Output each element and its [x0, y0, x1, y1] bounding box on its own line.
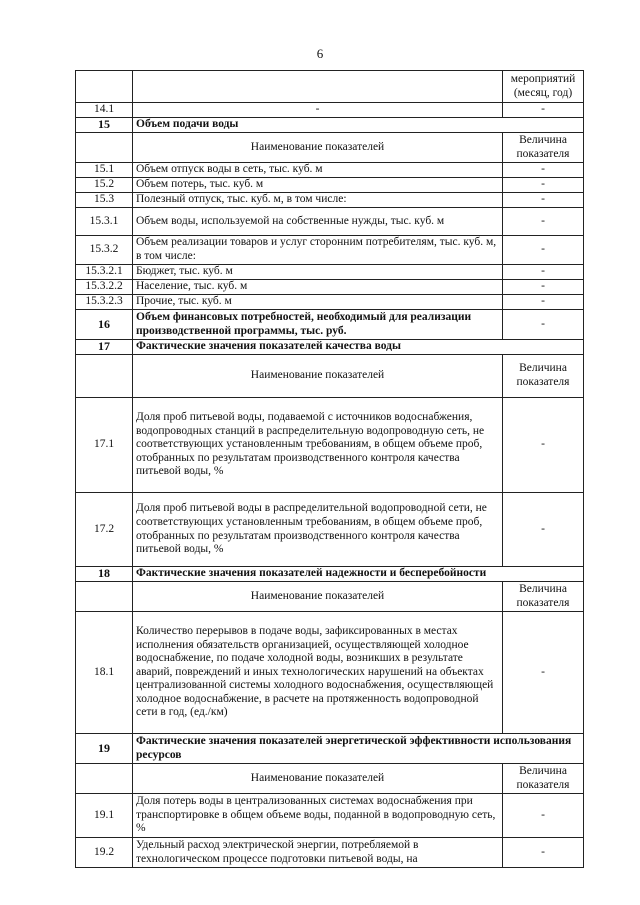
row-text: Бюджет, тыс. куб. м	[133, 265, 503, 280]
row-value: -	[503, 295, 584, 310]
section-title: Фактические значения показателей энергетической эффективности использования ресурсов	[133, 734, 584, 764]
row-number: 15.3.2.1	[76, 265, 133, 280]
empty-cell	[76, 133, 133, 163]
row-value: -	[503, 310, 584, 340]
section-title: Фактические значения показателей качества воды	[133, 340, 584, 355]
table-row	[76, 310, 584, 340]
row-text: Объем реализации товаров и услуг сторонним потребителям, тыс. куб. м, в том числе:	[133, 236, 503, 265]
table-row	[76, 567, 584, 582]
row-value: -	[503, 178, 584, 193]
row-text: Объем воды, используемой на собственные нужды, тыс. куб. м	[133, 208, 503, 236]
column-header-name: Наименование показателей	[133, 764, 503, 794]
row-number: 17.2	[76, 493, 133, 567]
table-row	[76, 612, 584, 734]
row-number: 19.1	[76, 794, 133, 838]
table-row	[76, 734, 584, 764]
row-number: 15.3.1	[76, 208, 133, 236]
table-row	[76, 493, 584, 567]
table-row	[76, 133, 584, 163]
row-number: 14.1	[76, 103, 133, 118]
table-row	[76, 582, 584, 612]
table-row	[76, 236, 584, 265]
table-row	[76, 295, 584, 310]
row-value: -	[503, 208, 584, 236]
section-number: 18	[76, 567, 133, 582]
row-number: 19.2	[76, 838, 133, 868]
row-value: -	[503, 265, 584, 280]
row-text	[133, 71, 503, 103]
column-header-name: Наименование показателей	[133, 355, 503, 398]
row-text: Доля проб питьевой воды, подаваемой с источников водоснабжения, водопроводных станций в распределительную водопроводную сеть, не соответствующих установленным требованиям, в общем объеме проб, отобранных по результатам производственного контроля качества питьевой воды, %	[133, 398, 503, 493]
column-header-value: Величина показателя	[503, 133, 584, 163]
column-header-value: Величина показателя	[503, 764, 584, 794]
table-row	[76, 280, 584, 295]
row-value: -	[503, 493, 584, 567]
table-row	[76, 764, 584, 794]
table-row	[76, 103, 584, 118]
table-row	[76, 71, 584, 103]
row-value: -	[503, 163, 584, 178]
row-value: -	[503, 838, 584, 868]
row-text: -	[133, 103, 503, 118]
row-text: Полезный отпуск, тыс. куб. м, в том числе:	[133, 193, 503, 208]
table-row	[76, 398, 584, 493]
table-row	[76, 118, 584, 133]
empty-cell	[76, 582, 133, 612]
section-number: 15	[76, 118, 133, 133]
row-number: 15.1	[76, 163, 133, 178]
table-row	[76, 193, 584, 208]
section-title: Объем подачи воды	[133, 118, 584, 133]
section-number: 19	[76, 734, 133, 764]
row-number	[76, 71, 133, 103]
page-number: 6	[316, 46, 324, 61]
row-number: 18.1	[76, 612, 133, 734]
row-text: Доля проб питьевой воды в распределительной водопроводной сети, не соответствующих установленным требованиям, в общем объеме проб, отобранных по результатам производственного контроля качества питьевой воды, %	[133, 493, 503, 567]
table-row	[76, 265, 584, 280]
top-value-header: мероприятий (месяц, год)	[503, 71, 584, 103]
row-text: Объем потерь, тыс. куб. м	[133, 178, 503, 193]
table-row	[76, 355, 584, 398]
row-text: Объем отпуск воды в сеть, тыс. куб. м	[133, 163, 503, 178]
row-value: -	[503, 103, 584, 118]
indicators-table	[75, 70, 584, 868]
row-value: -	[503, 794, 584, 838]
row-value: -	[503, 193, 584, 208]
row-text: Объем финансовых потребностей, необходимый для реализации производственной программы, тыс. руб.	[133, 310, 503, 340]
row-text: Количество перерывов в подаче воды, зафиксированных в местах исполнения обязательств организацией, осуществляющей холодное водоснабжение, по подаче холодной воды, возникших в результате аварий, повреждений и иных технологических нарушений на объектах централизованной системы холодного водоснабжения, осуществляющей холодное водоснабжение, в расчете на протяженность водопроводной сети в год, (ед./км)	[133, 612, 503, 734]
table-row	[76, 794, 584, 838]
row-text: Население, тыс. куб. м	[133, 280, 503, 295]
empty-cell	[76, 764, 133, 794]
empty-cell	[76, 355, 133, 398]
section-number: 17	[76, 340, 133, 355]
row-text: Удельный расход электрической энергии, потребляемой в технологическом процессе подготовки питьевой воды, на	[133, 838, 503, 868]
table-row	[76, 163, 584, 178]
table-row	[76, 208, 584, 236]
section-title: Фактические значения показателей надежности и бесперебойности	[133, 567, 584, 582]
row-text: Доля потерь воды в централизованных системах водоснабжения при транспортировке в общем объеме воды, поданной в водопроводную сеть, %	[133, 794, 503, 838]
column-header-name: Наименование показателей	[133, 582, 503, 612]
table-row	[76, 838, 584, 868]
row-number: 15.3.2.2	[76, 280, 133, 295]
row-number: 16	[76, 310, 133, 340]
row-number: 15.3.2.3	[76, 295, 133, 310]
row-text: Прочие, тыс. куб. м	[133, 295, 503, 310]
column-header-value: Величина показателя	[503, 582, 584, 612]
row-number: 15.3	[76, 193, 133, 208]
row-value: -	[503, 236, 584, 265]
row-value: -	[503, 398, 584, 493]
row-value: -	[503, 280, 584, 295]
column-header-value: Величина показателя	[503, 355, 584, 398]
row-number: 15.3.2	[76, 236, 133, 265]
row-number: 17.1	[76, 398, 133, 493]
row-number: 15.2	[76, 178, 133, 193]
row-value: -	[503, 612, 584, 734]
table-row	[76, 340, 584, 355]
column-header-name: Наименование показателей	[133, 133, 503, 163]
table-row	[76, 178, 584, 193]
